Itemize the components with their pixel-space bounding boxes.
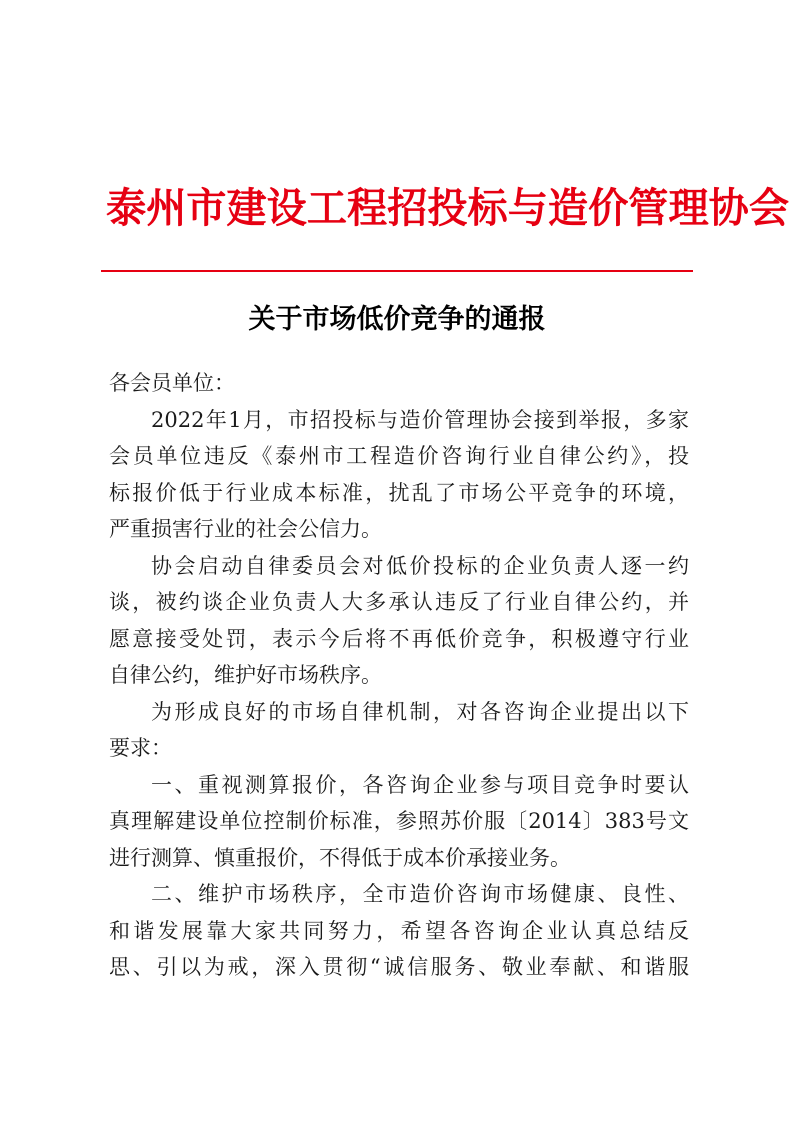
- organization-letterhead: 泰州市建设工程招投标与造价管理协会: [105, 184, 789, 232]
- paragraph-line: 和谐发展靠大家共同努力，希望各咨询企业认真总结反: [109, 918, 689, 943]
- document-body: [109, 365, 689, 986]
- document-title: 关于市场低价竞争的通报: [248, 304, 546, 335]
- paragraph-line: 标报价低于行业成本标准，扰乱了市场公平竞争的环境，: [109, 480, 689, 505]
- paragraph-line: 自律公约，维护好市场秩序。: [109, 663, 382, 687]
- paragraph-line: 2022年1月，市招投标与造价管理协会接到举报，多家: [151, 407, 689, 432]
- paragraph-line: 协会启动自律委员会对低价投标的企业负责人逐一约: [151, 553, 689, 578]
- paragraph-line: 要求：: [109, 736, 172, 760]
- paragraph-line: 为形成良好的市场自律机制，对各咨询企业提出以下: [151, 699, 689, 724]
- paragraph-line: 真理解建设单位控制价标准，参照苏价服〔2014〕383号文: [109, 809, 689, 833]
- paragraph-requirement-one: [109, 767, 689, 877]
- paragraph-requirements-intro: [109, 694, 689, 767]
- paragraph-line: 严重损害行业的社会公信力。: [109, 517, 382, 541]
- letterhead-divider: [101, 270, 693, 272]
- paragraph-line: 愿意接受处罚，表示今后将不再低价竞争，积极遵守行业: [109, 626, 689, 651]
- paragraph-line: 谈，被约谈企业负责人大多承认违反了行业自律公约，并: [109, 590, 689, 614]
- paragraph-requirement-two: [109, 876, 689, 986]
- paragraph-line: 思、引以为戒，深入贯彻“诚信服务、敬业奉献、和谐服: [109, 955, 689, 979]
- salutation: 各会员单位：: [109, 371, 235, 395]
- paragraph-interview: [109, 548, 689, 694]
- paragraph-line: 一、重视测算报价，各咨询企业参与项目竞争时要认: [151, 772, 689, 797]
- paragraph-line: 二、维护市场秩序，全市造价咨询市场健康、良性、: [151, 882, 689, 906]
- paragraph-line: 进行测算、慎重报价，不得低于成本价承接业务。: [109, 845, 571, 870]
- paragraph-report: [109, 402, 689, 548]
- paragraph-line: 会员单位违反《泰州市工程造价咨询行业自律公约》，投: [109, 444, 689, 468]
